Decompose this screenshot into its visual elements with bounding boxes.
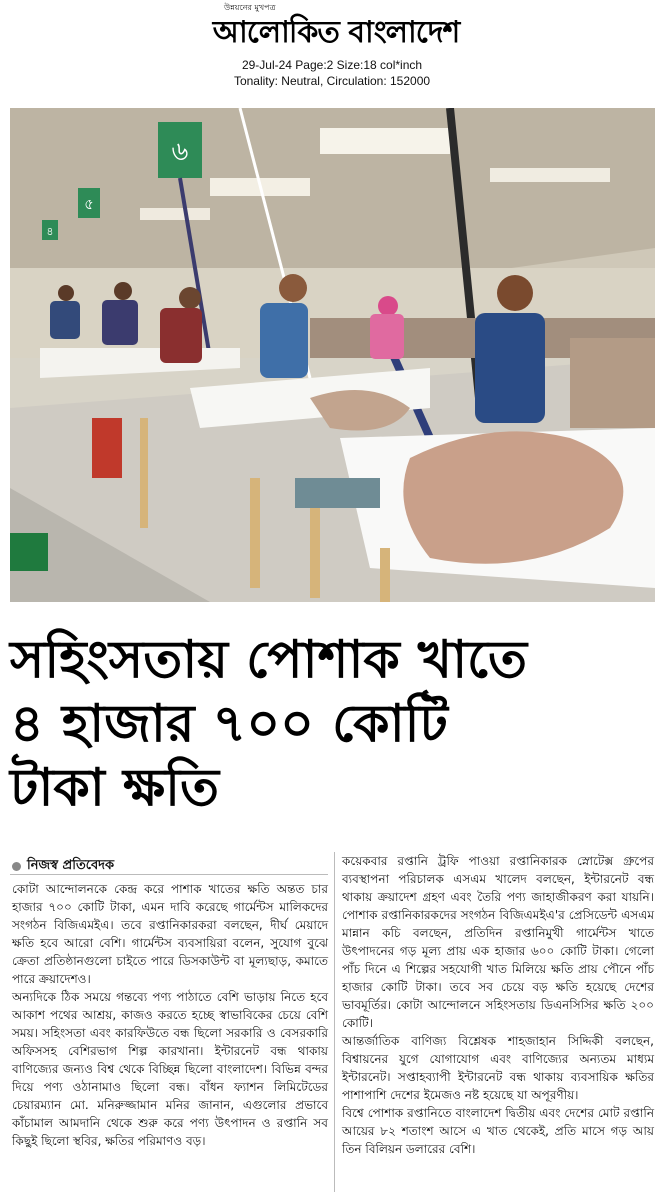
article-headline <box>10 628 655 820</box>
article-column-right <box>342 852 654 1158</box>
byline-text: নিজস্ব প্রতিবেদক <box>27 858 115 873</box>
body-paragraph: অন্যদিকে ঠিক সময়ে গন্তব্যে পণ্য পাঠাতে বেশি ভাড়ায় নিতে হবে আকাশ পথের আশ্রয়, কাজও করতে হচ্ছে স্বাভাবিকের চেয়ে বেশি সময়। সহিংসতা এবং কারফিউতে বন্ধ ছিলো সরকারি ও বেসরকারি অফিসসহ বেশিরভাগ শিল্প কারখানা। ইন্টারনেট বন্ধ থাকায় বাণিজ্যের জন্যও বিশ্ব থেকে বিচ্ছিন্ন ছিলো বাংলাদেশ। বিভিন্ন বন্দর দিয়ে পণ্য ওঠানামাও ছিলো বন্ধ। বাঁধন ফ্যাশন লিমিটেডের চেয়ারম্যান মো. মনিরুজ্জামান মনির জানান, এগুলোর প্রভাবে কাঁচামাল আমদানি থেকে শুরু করে পণ্য উৎপাদন ও রপ্তানি সব কিছুই ছিলো স্থবির, ক্ষতির পরিমাণও বড়। <box>12 990 328 1148</box>
column-divider <box>334 852 335 1192</box>
newspaper-logo: আলোকিত বাংলাদেশ <box>212 15 460 50</box>
clipping-meta-date: 29-Jul-24 Page:2 Size:18 col*inch <box>241 58 423 72</box>
article-column-left <box>12 880 328 1150</box>
sign-number-4: ৪ <box>46 225 54 238</box>
sign-number-5: ৫ <box>84 195 94 213</box>
byline-divider <box>10 874 328 875</box>
body-paragraph: কোটা আন্দোলনকে কেন্দ্র করে পাশাক খাতের ক্ষতি অন্তত চার হাজার ৭০০ কোটি টাকা, এমন দাবি করেছে গার্মেন্টস মালিকদের সংগঠন বিজিএমইএ। তবে রপ্তানিকারকরা বলছেন, দীর্ঘ মেয়াদে ক্ষতি হবে আরো বেশি। গার্মেন্টস ব্যবসায়িরা বলেন, সুযোগ বুঝে ক্রেতা প্রতিষ্ঠানগুলো চাইতে পারে ডিসকাউন্ট বা মূল্যছাড়, কমাতে পারে ক্রয়াদেশও। <box>12 882 328 986</box>
clipping-meta-tonality: Tonality: Neutral, Circulation: 152000 <box>233 74 431 88</box>
body-paragraph: বিশ্বে পোশাক রপ্তানিতে বাংলাদেশ দ্বিতীয় এবং দেশের মোট রপ্তানি আয়ের ৮২ শতাংশ আসে এ খাত থেকেই, প্রতি মাসে গড় আয় তিন বিলিয়ন ডলারের বেশি। <box>342 1106 654 1156</box>
body-paragraph: আন্তর্জাতিক বাণিজ্য বিশ্লেষক শাহজাহান সিদ্দিকী বলছেন, বিশ্বায়নের যুগে যোগাযোগ এবং বাণিজ্যের অন্যতম মাধ্যম ইন্টারনেট। সপ্তাহব্যাপী ইন্টারনেট বন্ধ থাকায় ব্যবসায়িক ক্ষতির পাশাপাশি দেশের ইমেজও নষ্ট হয়েছে যা অপূরণীয়। <box>342 1034 654 1102</box>
sign-number-6: ৬ <box>171 137 189 167</box>
headline-line-2: ৪ হাজার ৭০০ কোটি <box>10 694 448 754</box>
headline-line-1: সহিংসতায় পোশাক খাতে <box>10 630 528 690</box>
headline-line-3: টাকা ক্ষতি <box>10 758 219 818</box>
body-paragraph: কয়েকবার রপ্তানি ট্রফি পাওয়া রপ্তানিকারক স্নোটেক্স গ্রুপের ব্যবস্থাপনা পরিচালক এসএম খালেদ বলছেন, ইন্টারনেট বন্ধ থাকায় ক্রয়াদেশ গ্রহণ এবং তৈরি পণ্য জাহাজীকরণ করা যায়নি। পোশাক রপ্তানিকারকদের সংগঠন বিজিএমইএ'র প্রেসিডেন্ট এসএম মান্নান কচি বলছেন, প্রতিদিন রপ্তানিমুখী গার্মেন্টস খাতে উৎপাদনের গড় মূল্য প্রায় এক হাজার ৬০০ কোটি টাকা। গেলো পাঁচ দিনে এ শিল্পের সহযোগী খাত মিলিয়ে ক্ষতি প্রায় পৌনে পাঁচ হাজার কোটি টাকা। তবে সব চেয়ে বড় ক্ষতি হয়েছে দেশের ভাবমূর্তির। কোটা আন্দোলনে সহিংসতায় ডিএনসিসির ক্ষতি ২০০ কোটি। <box>342 854 654 1030</box>
garment-factory-photo <box>10 108 655 602</box>
bullet-icon <box>12 862 21 871</box>
masthead-tagline: উন্নয়নের মুখপত্র <box>224 3 276 12</box>
masthead <box>0 0 664 100</box>
